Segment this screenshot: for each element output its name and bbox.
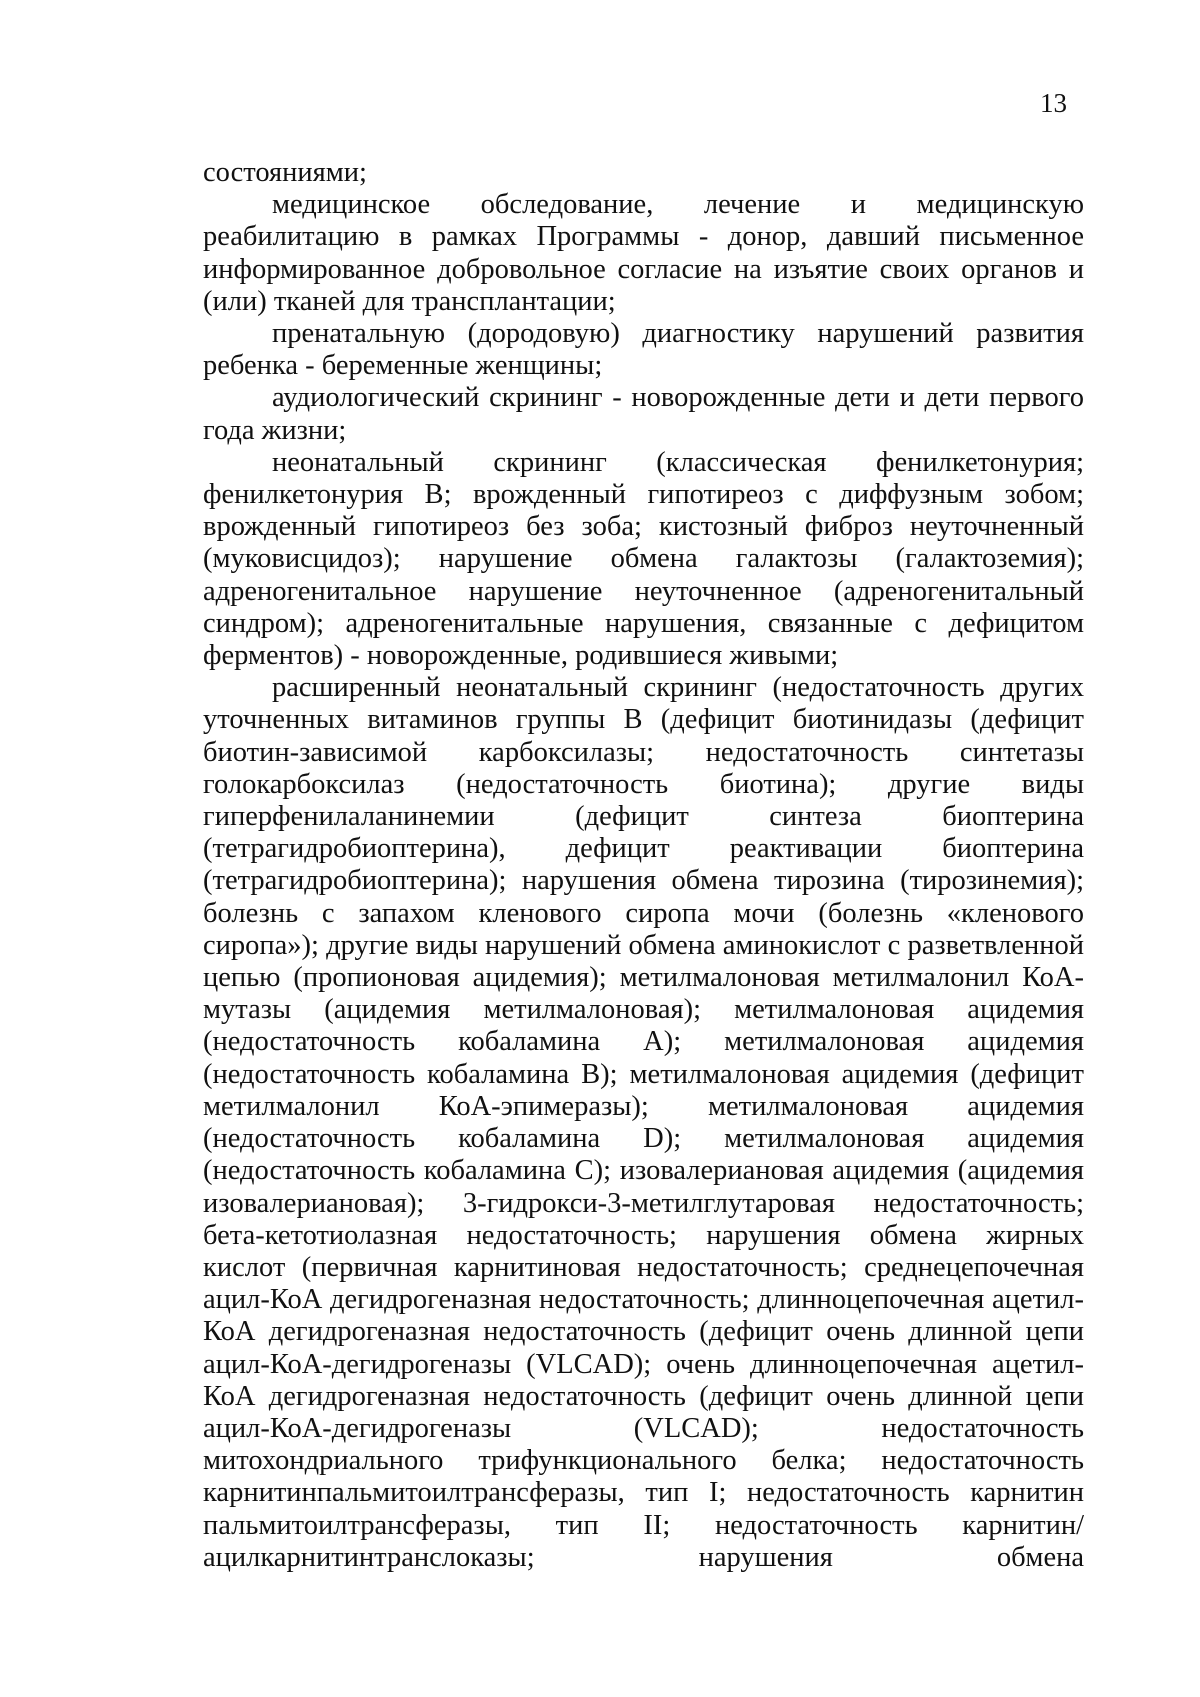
- paragraph-neonatal-screening: неонатальный скрининг (классическая фенилкетонурия; фенилкетонурия В; врожденный гипотиреоз с диффузным зобом; врожденный гипотиреоз без зоба; кистозный фиброз неуточненный (муковисцидоз); нарушение обмена галактозы (галактоземия); адреногенитальное нарушение неуточненное (адреногенитальный синдром); адреногенитальные нарушения, связанные с дефицитом ферментов) - новорожденные, родившиеся живыми;: [203, 446, 1084, 672]
- paragraph-donor: медицинское обследование, лечение и медицинскую реабилитацию в рамках Программы - донор, давший письменное информированное добровольное согласие на изъятие своих органов и (или) тканей для трансплантации;: [203, 189, 1084, 317]
- paragraph-continuation: состояниями;: [203, 157, 367, 188]
- page-number: 13: [1040, 88, 1067, 118]
- paragraph-prenatal-diagnostics: пренатальную (дородовую) диагностику нарушений развития ребенка - беременные женщины;: [203, 318, 1084, 382]
- body-text: [203, 157, 1084, 1574]
- paragraph-audiological-screening: аудиологический скрининг - новорожденные дети и дети первого года жизни;: [203, 382, 1084, 446]
- paragraph-extended-neonatal-screening: расширенный неонатальный скрининг (недостаточность других уточненных витаминов группы В (дефицит биотинидазы (дефицит биотин-зависимой карбоксилазы; недостаточность синтетазы голокарбоксилаз (недостаточность биотина); другие виды гиперфенилаланинемии (дефицит синтеза биоптерина (тетрагидробиоптерина), дефицит реактивации биоптерина (тетрагидробиоптерина); нарушения обмена тирозина (тирозинемия); болезнь с запахом кленового сиропа мочи (болезнь «кленового сиропа»); другие виды нарушений обмена аминокислот с разветвленной цепью (пропионовая ацидемия); метилмалоновая метилмалонил КоА-мутазы (ацидемия метилмалоновая); метилмалоновая ацидемия (недостаточность кобаламина А); метилмалоновая ацидемия (недостаточность кобаламина В); метилмалоновая ацидемия (дефицит метилмалонил КоА-эпимеразы); метилмалоновая ацидемия (недостаточность кобаламина D); метилмалоновая ацидемия (недостаточность кобаламина С); изовалериановая ацидемия (ацидемия изовалериановая); 3-гидрокси-3-метилглутаровая недостаточность; бета-кетотиолазная недостаточность; нарушения обмена жирных кислот (первичная карнитиновая недостаточность; среднецепочечная ацил-КоА дегидрогеназная недостаточность; длинноцепочечная ацетил-КоА дегидрогеназная недостаточность (дефицит очень длинной цепи ацил-КоА-дегидрогеназы (VLCAD); очень длинноцепочечная ацетил-КоА дегидрогеназная недостаточность (дефицит очень длинной цепи ацил-КоА-дегидрогеназы (VLCAD); недостаточность митохондриального трифункционального белка; недостаточность карнитинпальмитоилтрансферазы, тип I; недостаточность карнитин пальмитоилтрансферазы, тип II; недостаточность карнитин/ацилкарнитинтранслоказы; нарушения обмена: [203, 672, 1084, 1573]
